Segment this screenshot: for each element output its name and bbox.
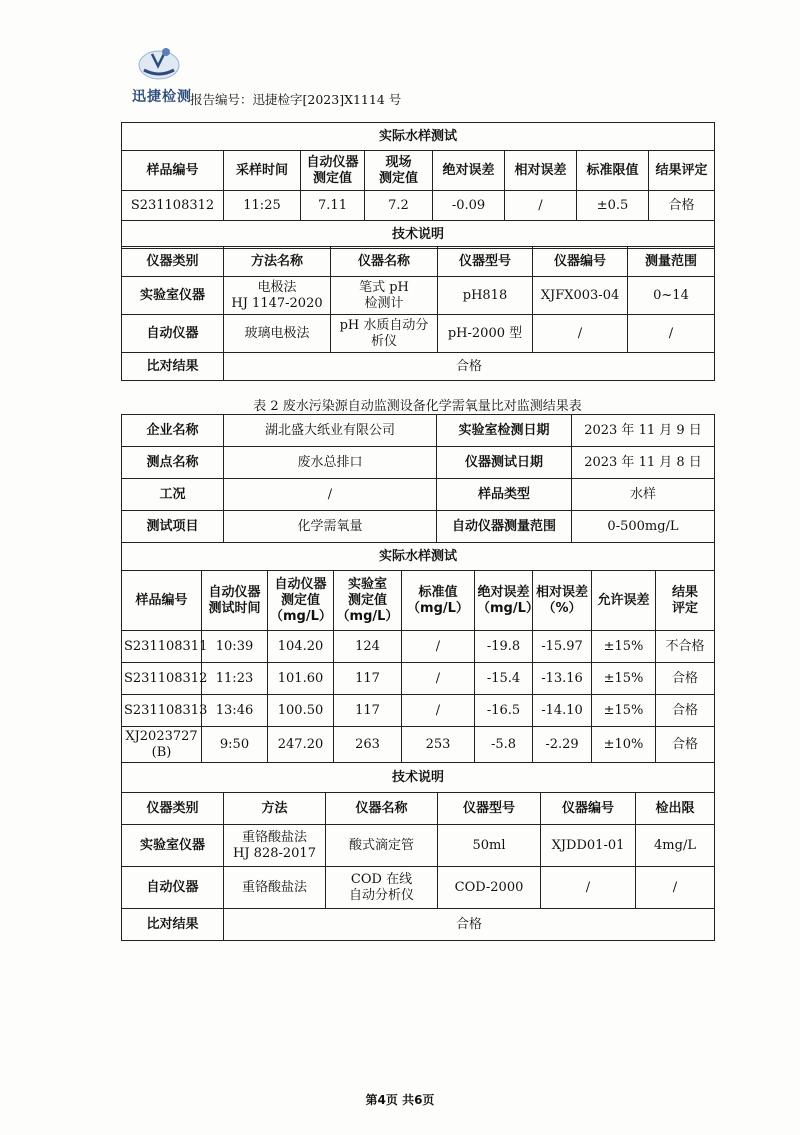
cod-cell: -19.8: [475, 631, 533, 663]
ph-header-cell: 结果评定: [649, 151, 715, 191]
cod-cell: 合格: [656, 727, 715, 763]
ph-tech-cell: 玻璃电极法: [224, 315, 331, 353]
info-label: 实验室检测日期: [437, 415, 572, 447]
ph-tech-cell: 笔式 pH 检测计: [331, 277, 438, 315]
cod-cell: 不合格: [656, 631, 715, 663]
cod-tech-cell: 50ml: [438, 825, 541, 867]
table-row: [122, 415, 715, 447]
cod-cell: 101.60: [268, 663, 334, 695]
ph-tech-header: 仪器名称: [331, 247, 438, 277]
cod-tech-cell: 酸式滴定管: [326, 825, 438, 867]
cod-tech-cell: 重铬酸盐法 HJ 828-2017: [224, 825, 326, 867]
info-label: 测点名称: [122, 447, 224, 479]
ph-cell: /: [505, 191, 577, 221]
cod-cell: 合格: [656, 695, 715, 727]
table-row: [122, 277, 715, 315]
table-row: [122, 663, 715, 695]
table-row: [122, 631, 715, 663]
cod-header-cell: 绝对误差 （mg/L）: [475, 571, 533, 631]
ph-header-cell: 现场 测定值: [365, 151, 433, 191]
report-number: 报告编号：迅捷检字[2023]X1114 号: [190, 92, 402, 107]
cod-tech-cell: COD-2000: [438, 867, 541, 909]
ph-cell: 7.2: [365, 191, 433, 221]
cod-cell: 104.20: [268, 631, 334, 663]
info-value: 化学需氧量: [224, 511, 437, 543]
ph-comparison-table: [121, 122, 715, 249]
ph-cell: 7.11: [301, 191, 365, 221]
table-row: [122, 315, 715, 353]
cod-info-table: [121, 414, 715, 571]
cod-header-cell: 标准值 （mg/L）: [402, 571, 475, 631]
cod-tech-cell: COD 在线 自动分析仪: [326, 867, 438, 909]
ph-tech-header: 仪器型号: [438, 247, 533, 277]
ph-tech-header: 测量范围: [628, 247, 715, 277]
cod-tech-header: 方法: [224, 793, 326, 825]
cod-tech-header: 仪器编号: [541, 793, 636, 825]
ph-tech-cell: 实验室仪器: [122, 277, 224, 315]
page-number: 第4页 共6页: [365, 1093, 435, 1107]
info-label: 工况: [122, 479, 224, 511]
ph-header-cell: 相对误差: [505, 151, 577, 191]
cod-header-cell: 允许误差: [592, 571, 656, 631]
cod-cell: ±15%: [592, 695, 656, 727]
cod-cell: /: [402, 695, 475, 727]
table-row: [122, 727, 715, 763]
cod-tech-cell: 4mg/L: [636, 825, 715, 867]
cod-tech-title: 技术说明: [122, 763, 715, 793]
cod-cell: S231108312: [122, 663, 202, 695]
cod-tech-cell: 自动仪器: [122, 867, 224, 909]
cod-cell: /: [402, 663, 475, 695]
cod-cell: -2.29: [533, 727, 592, 763]
cod-header-cell: 自动仪器 测定值 （mg/L）: [268, 571, 334, 631]
table-row: [122, 191, 715, 221]
ph-header-cell: 自动仪器 测定值: [301, 151, 365, 191]
table-row: [122, 479, 715, 511]
table-row: [122, 825, 715, 867]
cod-tech-header: 检出限: [636, 793, 715, 825]
info-value: /: [224, 479, 437, 511]
ph-tech-header: 仪器编号: [533, 247, 628, 277]
info-value: 0-500mg/L: [572, 511, 715, 543]
cod-cell: 247.20: [268, 727, 334, 763]
cod-tech-header: 仪器名称: [326, 793, 438, 825]
cod-tech-table: [121, 792, 715, 941]
table2-caption: 表 2 废水污染源自动监测设备化学需氧量比对监测结果表: [253, 399, 582, 414]
ph-tech-cell: 电极法 HJ 1147-2020: [224, 277, 331, 315]
info-value: 湖北盛大纸业有限公司: [224, 415, 437, 447]
cod-cell: -14.10: [533, 695, 592, 727]
cod-cell: ±15%: [592, 663, 656, 695]
ph-tech-cell: 自动仪器: [122, 315, 224, 353]
cod-cell: -15.4: [475, 663, 533, 695]
logo-text: 迅捷检测: [132, 89, 192, 105]
ph-result-label: 比对结果: [122, 353, 224, 381]
cod-cell: -13.16: [533, 663, 592, 695]
info-label: 自动仪器测量范围: [437, 511, 572, 543]
cod-tech-cell: 重铬酸盐法: [224, 867, 326, 909]
cod-cell: 10:39: [202, 631, 268, 663]
ph-tech-cell: pH818: [438, 277, 533, 315]
cod-result-value: 合格: [224, 909, 715, 941]
cod-cell: 100.50: [268, 695, 334, 727]
info-value: 2023 年 11 月 8 日: [572, 447, 715, 479]
cod-cell: ±15%: [592, 631, 656, 663]
cod-tech-header: 仪器类别: [122, 793, 224, 825]
cod-header-cell: 结果 评定: [656, 571, 715, 631]
ph-tech-table: [121, 246, 715, 381]
cod-cell: S231108313: [122, 695, 202, 727]
ph-cell: ±0.5: [577, 191, 649, 221]
ph-tech-header: 方法名称: [224, 247, 331, 277]
ph-header-cell: 采样时间: [224, 151, 301, 191]
cod-header-cell: 样品编号: [122, 571, 202, 631]
cod-section-title: 实际水样测试: [122, 543, 715, 571]
report-header: [128, 40, 528, 110]
cod-cell: /: [402, 631, 475, 663]
info-label: 测试项目: [122, 511, 224, 543]
ph-cell: -0.09: [433, 191, 505, 221]
cod-header-cell: 实验室 测定值 （mg/L）: [334, 571, 402, 631]
cod-cell: -16.5: [475, 695, 533, 727]
info-value: 废水总排口: [224, 447, 437, 479]
info-label: 企业名称: [122, 415, 224, 447]
cod-header-cell: 相对误差 （%）: [533, 571, 592, 631]
table-row: [122, 695, 715, 727]
cod-cell: 117: [334, 663, 402, 695]
cod-cell: ±10%: [592, 727, 656, 763]
info-label: 仪器测试日期: [437, 447, 572, 479]
cod-cell: 9:50: [202, 727, 268, 763]
ph-tech-cell: XJFX003-04: [533, 277, 628, 315]
table-row: [122, 447, 715, 479]
cod-cell: 11:23: [202, 663, 268, 695]
cod-cell: -5.8: [475, 727, 533, 763]
ph-cell: S231108312: [122, 191, 224, 221]
cod-cell: -15.97: [533, 631, 592, 663]
table-row: [122, 511, 715, 543]
cod-cell: 合格: [656, 663, 715, 695]
cod-header-cell: 自动仪器 测试时间: [202, 571, 268, 631]
cod-tech-cell: /: [636, 867, 715, 909]
ph-result-value: 合格: [224, 353, 715, 381]
cod-cell: 124: [334, 631, 402, 663]
info-label: 样品类型: [437, 479, 572, 511]
cod-tech-cell: /: [541, 867, 636, 909]
cod-tech-cell: 实验室仪器: [122, 825, 224, 867]
ph-tech-header: 仪器类别: [122, 247, 224, 277]
ph-header-cell: 标准限值: [577, 151, 649, 191]
ph-tech-cell: /: [533, 315, 628, 353]
cod-result-label: 比对结果: [122, 909, 224, 941]
cod-tech-cell: XJDD01-01: [541, 825, 636, 867]
ph-cell: 11:25: [224, 191, 301, 221]
ph-header-cell: 绝对误差: [433, 151, 505, 191]
cod-tech-header: 仪器型号: [438, 793, 541, 825]
cod-cell: XJ2023727 (B): [122, 727, 202, 763]
cod-cell: 117: [334, 695, 402, 727]
ph-tech-cell: 0~14: [628, 277, 715, 315]
ph-tech-cell: pH 水质自动分 析仪: [331, 315, 438, 353]
ph-tech-cell: pH-2000 型: [438, 315, 533, 353]
cod-measurement-table: [121, 570, 715, 793]
info-value: 2023 年 11 月 9 日: [572, 415, 715, 447]
cod-cell: 13:46: [202, 695, 268, 727]
cod-cell: 253: [402, 727, 475, 763]
table-row: [122, 867, 715, 909]
ph-header-cell: 样品编号: [122, 151, 224, 191]
cod-cell: 263: [334, 727, 402, 763]
cod-cell: S231108311: [122, 631, 202, 663]
ph-tech-cell: /: [628, 315, 715, 353]
ph-section-title: 实际水样测试: [122, 123, 715, 151]
ph-cell: 合格: [649, 191, 715, 221]
ph-tech-title: 技术说明: [122, 221, 715, 249]
info-value: 水样: [572, 479, 715, 511]
